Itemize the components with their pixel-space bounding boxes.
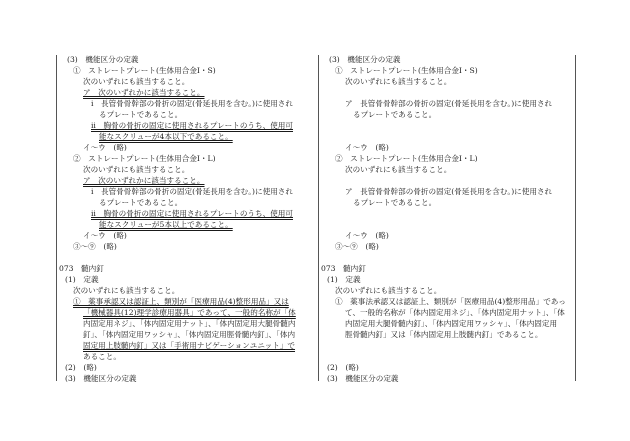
left-text-line: 内固定用ネジ」、「体内固定用ナット」、「体内固定用大腿骨髄内: [83, 319, 296, 328]
left-text-line: イ～ウ (略): [83, 143, 127, 152]
left-text-line: ① ストレートプレート(生体用合金Ⅰ・S): [73, 66, 216, 75]
right-text-line: イ～ウ (略): [345, 143, 389, 152]
right-text-line: 次のいずれにも該当すること。: [335, 286, 442, 295]
right-text-line: (3) 機能区分の定義: [327, 374, 399, 383]
left-text-line: 「機械器具(12)理学診療用器具」であって、一般的名称が「体: [83, 308, 296, 317]
right-text-line: 073 髄内釘: [321, 264, 366, 273]
left-text-line: 釘」、「体内固定用ワッシャ」、「体内固定用脛骨髄内釘」、「体内: [83, 330, 296, 339]
left-text-line: ⅰ 長管骨骨幹部の骨折の固定(骨延長用を含む。)に使用され: [91, 187, 293, 196]
left-text-line: ⅱ 胸骨の骨折の固定に使用されるプレートのうち、使用可: [91, 209, 293, 218]
right-text-line: 内固定用大腿骨髄内釘」、「体内固定用ワッシャ」、「体内固定用: [345, 319, 558, 328]
right-text-line: (2) (略): [327, 363, 359, 372]
left-column-revised: [56, 55, 318, 381]
left-text-line: ③～⑨ (略): [73, 242, 117, 251]
right-text-line: 次のいずれにも該当すること。: [345, 165, 452, 174]
left-text-line: ア 次のいずれかに該当すること。: [83, 176, 205, 185]
left-text-line: 能なスクリューが5本以上であること。: [99, 220, 233, 229]
left-text-line: 073 髄内釘: [59, 264, 104, 273]
right-text-line: るプレートであること。: [353, 198, 437, 207]
left-text-line: (1) 定義: [65, 275, 99, 284]
right-column-current: [318, 55, 576, 381]
left-text-line: (3) 機能区分の定義: [67, 55, 139, 64]
left-text-line: イ～ウ (略): [83, 231, 127, 240]
left-text-line: ⅱ 胸骨の骨折の固定に使用されるプレートのうち、使用可: [91, 121, 293, 130]
right-text-line: ② ストレートプレート(生体用合金Ⅰ・L): [335, 154, 478, 163]
right-text-line: ア 長管骨骨幹部の骨折の固定(骨延長用を含む。)に使用され: [345, 187, 553, 196]
right-text-line: 次のいずれにも該当すること。: [345, 77, 452, 86]
right-text-line: ア 長管骨骨幹部の骨折の固定(骨延長用を含む。)に使用され: [345, 99, 553, 108]
right-text-line: (1) 定義: [327, 275, 361, 284]
right-text-line: るプレートであること。: [353, 110, 437, 119]
left-text-line: 次のいずれにも該当すること。: [83, 165, 190, 174]
left-text-line: (2) (略): [65, 363, 97, 372]
right-text-line: (3) 機能区分の定義: [329, 55, 401, 64]
left-text-line: 能なスクリューが4本以下であること。: [99, 132, 233, 141]
left-text-line: (3) 機能区分の定義: [65, 374, 137, 383]
left-text-line: るプレートであること。: [99, 198, 183, 207]
left-text-line: 次のいずれにも該当すること。: [73, 286, 180, 295]
left-text-line: るプレートであること。: [99, 110, 183, 119]
left-text-line: ① 薬事承認又は認証上、類別が「医療用品(4)整形用品」又は: [73, 297, 289, 306]
left-text-line: あること。: [83, 352, 121, 361]
left-text-line: ア 次のいずれかに該当すること。: [83, 88, 205, 97]
right-text-line: イ～ウ (略): [345, 231, 389, 240]
right-text-line: 脛骨髄内釘」又は「体内固定用上肢髄内釘」であること。: [345, 330, 543, 339]
right-text-line: て、一般的名称が「体内固定用ネジ」、「体内固定用ナット」、「体: [345, 308, 565, 317]
left-text-line: 固定用上肢髄内釘」又は「手術用ナビゲーションユニット」で: [83, 341, 296, 350]
left-text-line: ② ストレートプレート(生体用合金Ⅰ・L): [73, 154, 216, 163]
right-text-line: ③～⑨ (略): [335, 242, 379, 251]
right-text-line: ① 薬事法承認又は認証上、類別が「医療用品(4)整形用品」であっ: [335, 297, 566, 306]
right-text-line: ① ストレートプレート(生体用合金Ⅰ・S): [335, 66, 478, 75]
left-text-line: ⅰ 長管骨骨幹部の骨折の固定(骨延長用を含む。)に使用され: [91, 99, 293, 108]
left-text-line: 次のいずれにも該当すること。: [83, 77, 190, 86]
